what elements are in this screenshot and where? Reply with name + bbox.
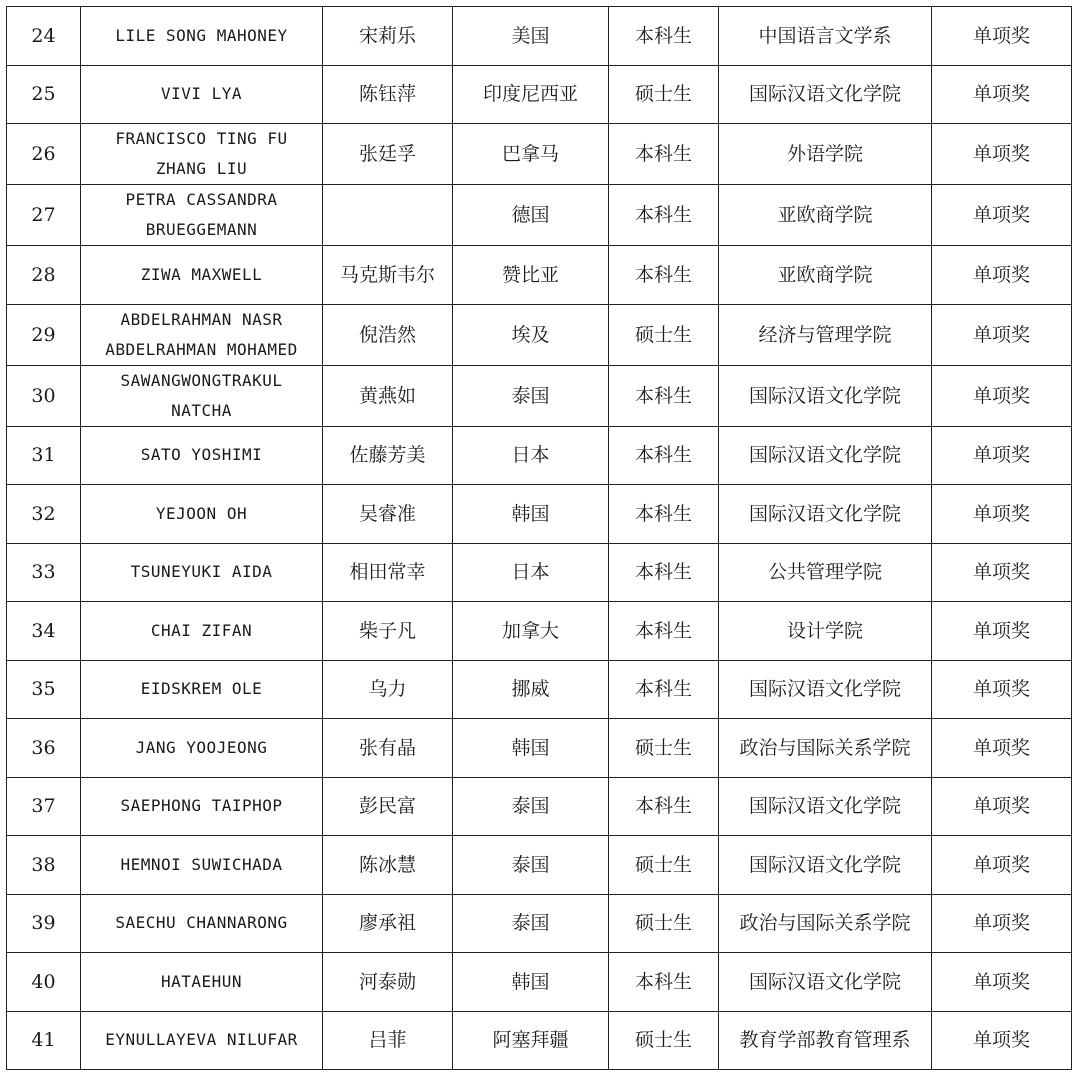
table-row <box>7 543 1072 602</box>
cell-award: 单项奖 <box>932 485 1072 544</box>
table-row <box>7 65 1072 124</box>
table-row <box>7 185 1072 246</box>
cell-country: 挪威 <box>453 660 609 719</box>
table-row <box>7 426 1072 485</box>
cell-number: 35 <box>7 660 81 719</box>
cell-country: 美国 <box>453 7 609 66</box>
cell-country: 韩国 <box>453 485 609 544</box>
table-row <box>7 124 1072 185</box>
cell-english-name: PETRA CASSANDRA BRUEGGEMANN <box>81 185 323 246</box>
cell-award: 单项奖 <box>932 660 1072 719</box>
cell-chinese-name: 柴子凡 <box>323 602 453 661</box>
cell-english-name: LILE SONG MAHONEY <box>81 7 323 66</box>
cell-number: 26 <box>7 124 81 185</box>
cell-english-name: YEJOON OH <box>81 485 323 544</box>
cell-country: 赞比亚 <box>453 246 609 305</box>
cell-chinese-name: 彭民富 <box>323 777 453 836</box>
cell-number: 32 <box>7 485 81 544</box>
cell-number: 33 <box>7 543 81 602</box>
cell-award: 单项奖 <box>932 1011 1072 1070</box>
cell-award: 单项奖 <box>932 185 1072 246</box>
cell-award: 单项奖 <box>932 304 1072 365</box>
cell-country: 泰国 <box>453 777 609 836</box>
cell-number: 36 <box>7 719 81 778</box>
cell-chinese-name: 吕菲 <box>323 1011 453 1070</box>
cell-award: 单项奖 <box>932 543 1072 602</box>
table-row <box>7 719 1072 778</box>
cell-english-name: EYNULLAYEVA NILUFAR <box>81 1011 323 1070</box>
cell-chinese-name: 相田常幸 <box>323 543 453 602</box>
cell-country: 韩国 <box>453 719 609 778</box>
cell-award: 单项奖 <box>932 7 1072 66</box>
cell-country: 印度尼西亚 <box>453 65 609 124</box>
cell-degree-level: 本科生 <box>609 426 719 485</box>
award-list-table <box>6 6 1072 1070</box>
table-body <box>7 7 1072 1070</box>
cell-college: 国际汉语文化学院 <box>719 953 932 1012</box>
cell-chinese-name: 倪浩然 <box>323 304 453 365</box>
cell-english-name: JANG YOOJEONG <box>81 719 323 778</box>
cell-number: 41 <box>7 1011 81 1070</box>
cell-english-name: CHAI ZIFAN <box>81 602 323 661</box>
table-row <box>7 894 1072 953</box>
cell-degree-level: 硕士生 <box>609 836 719 895</box>
cell-english-name: SAEPHONG TAIPHOP <box>81 777 323 836</box>
cell-number: 39 <box>7 894 81 953</box>
cell-english-name: FRANCISCO TING FU ZHANG LIU <box>81 124 323 185</box>
cell-chinese-name: 宋莉乐 <box>323 7 453 66</box>
cell-english-name: ZIWA MAXWELL <box>81 246 323 305</box>
cell-college: 亚欧商学院 <box>719 185 932 246</box>
cell-college: 国际汉语文化学院 <box>719 836 932 895</box>
cell-degree-level: 本科生 <box>609 124 719 185</box>
cell-college: 设计学院 <box>719 602 932 661</box>
table-row <box>7 246 1072 305</box>
table-row <box>7 1011 1072 1070</box>
cell-degree-level: 本科生 <box>609 660 719 719</box>
cell-country: 韩国 <box>453 953 609 1012</box>
cell-english-name: EIDSKREM OLE <box>81 660 323 719</box>
cell-english-name: HATAEHUN <box>81 953 323 1012</box>
cell-degree-level: 本科生 <box>609 602 719 661</box>
cell-chinese-name: 黄燕如 <box>323 365 453 426</box>
cell-number: 29 <box>7 304 81 365</box>
cell-degree-level: 本科生 <box>609 953 719 1012</box>
cell-english-name: SAECHU CHANNARONG <box>81 894 323 953</box>
cell-award: 单项奖 <box>932 246 1072 305</box>
cell-chinese-name: 马克斯韦尔 <box>323 246 453 305</box>
table-row <box>7 485 1072 544</box>
cell-chinese-name: 吴睿准 <box>323 485 453 544</box>
cell-number: 31 <box>7 426 81 485</box>
cell-college: 国际汉语文化学院 <box>719 660 932 719</box>
table-row <box>7 777 1072 836</box>
cell-country: 德国 <box>453 185 609 246</box>
cell-chinese-name: 廖承祖 <box>323 894 453 953</box>
cell-college: 外语学院 <box>719 124 932 185</box>
cell-college: 国际汉语文化学院 <box>719 426 932 485</box>
cell-degree-level: 本科生 <box>609 485 719 544</box>
cell-number: 34 <box>7 602 81 661</box>
cell-award: 单项奖 <box>932 777 1072 836</box>
table-row <box>7 836 1072 895</box>
cell-college: 国际汉语文化学院 <box>719 65 932 124</box>
table-row <box>7 7 1072 66</box>
cell-chinese-name: 陈冰慧 <box>323 836 453 895</box>
cell-number: 25 <box>7 65 81 124</box>
cell-degree-level: 本科生 <box>609 365 719 426</box>
cell-number: 38 <box>7 836 81 895</box>
cell-degree-level: 硕士生 <box>609 304 719 365</box>
cell-english-name: TSUNEYUKI AIDA <box>81 543 323 602</box>
table-row <box>7 365 1072 426</box>
cell-chinese-name <box>323 185 453 246</box>
cell-college: 政治与国际关系学院 <box>719 894 932 953</box>
cell-award: 单项奖 <box>932 953 1072 1012</box>
table-row <box>7 953 1072 1012</box>
cell-award: 单项奖 <box>932 365 1072 426</box>
cell-degree-level: 硕士生 <box>609 65 719 124</box>
cell-degree-level: 硕士生 <box>609 719 719 778</box>
cell-college: 国际汉语文化学院 <box>719 365 932 426</box>
cell-award: 单项奖 <box>932 65 1072 124</box>
cell-college: 教育学部教育管理系 <box>719 1011 932 1070</box>
cell-award: 单项奖 <box>932 719 1072 778</box>
cell-degree-level: 硕士生 <box>609 1011 719 1070</box>
cell-country: 加拿大 <box>453 602 609 661</box>
cell-degree-level: 本科生 <box>609 777 719 836</box>
cell-degree-level: 硕士生 <box>609 894 719 953</box>
cell-number: 27 <box>7 185 81 246</box>
cell-college: 政治与国际关系学院 <box>719 719 932 778</box>
cell-chinese-name: 张廷孚 <box>323 124 453 185</box>
cell-number: 24 <box>7 7 81 66</box>
cell-country: 泰国 <box>453 836 609 895</box>
cell-chinese-name: 河泰勋 <box>323 953 453 1012</box>
cell-country: 日本 <box>453 426 609 485</box>
cell-chinese-name: 乌力 <box>323 660 453 719</box>
cell-country: 日本 <box>453 543 609 602</box>
cell-country: 泰国 <box>453 365 609 426</box>
cell-degree-level: 本科生 <box>609 185 719 246</box>
cell-country: 阿塞拜疆 <box>453 1011 609 1070</box>
cell-english-name: HEMNOI SUWICHADA <box>81 836 323 895</box>
cell-country: 巴拿马 <box>453 124 609 185</box>
cell-number: 28 <box>7 246 81 305</box>
cell-award: 单项奖 <box>932 124 1072 185</box>
table-row <box>7 304 1072 365</box>
cell-english-name: SATO YOSHIMI <box>81 426 323 485</box>
table-row <box>7 602 1072 661</box>
cell-degree-level: 本科生 <box>609 246 719 305</box>
cell-country: 泰国 <box>453 894 609 953</box>
cell-chinese-name: 陈钰萍 <box>323 65 453 124</box>
cell-college: 国际汉语文化学院 <box>719 485 932 544</box>
cell-degree-level: 本科生 <box>609 543 719 602</box>
cell-chinese-name: 佐藤芳美 <box>323 426 453 485</box>
table-row <box>7 660 1072 719</box>
cell-english-name: SAWANGWONGTRAKUL NATCHA <box>81 365 323 426</box>
cell-english-name: VIVI LYA <box>81 65 323 124</box>
cell-country: 埃及 <box>453 304 609 365</box>
cell-english-name: ABDELRAHMAN NASR ABDELRAHMAN MOHAMED <box>81 304 323 365</box>
cell-award: 单项奖 <box>932 426 1072 485</box>
cell-college: 公共管理学院 <box>719 543 932 602</box>
cell-award: 单项奖 <box>932 894 1072 953</box>
cell-number: 37 <box>7 777 81 836</box>
cell-college: 国际汉语文化学院 <box>719 777 932 836</box>
cell-award: 单项奖 <box>932 602 1072 661</box>
cell-college: 经济与管理学院 <box>719 304 932 365</box>
cell-number: 40 <box>7 953 81 1012</box>
cell-number: 30 <box>7 365 81 426</box>
cell-award: 单项奖 <box>932 836 1072 895</box>
cell-chinese-name: 张有晶 <box>323 719 453 778</box>
cell-degree-level: 本科生 <box>609 7 719 66</box>
cell-college: 中国语言文学系 <box>719 7 932 66</box>
cell-college: 亚欧商学院 <box>719 246 932 305</box>
